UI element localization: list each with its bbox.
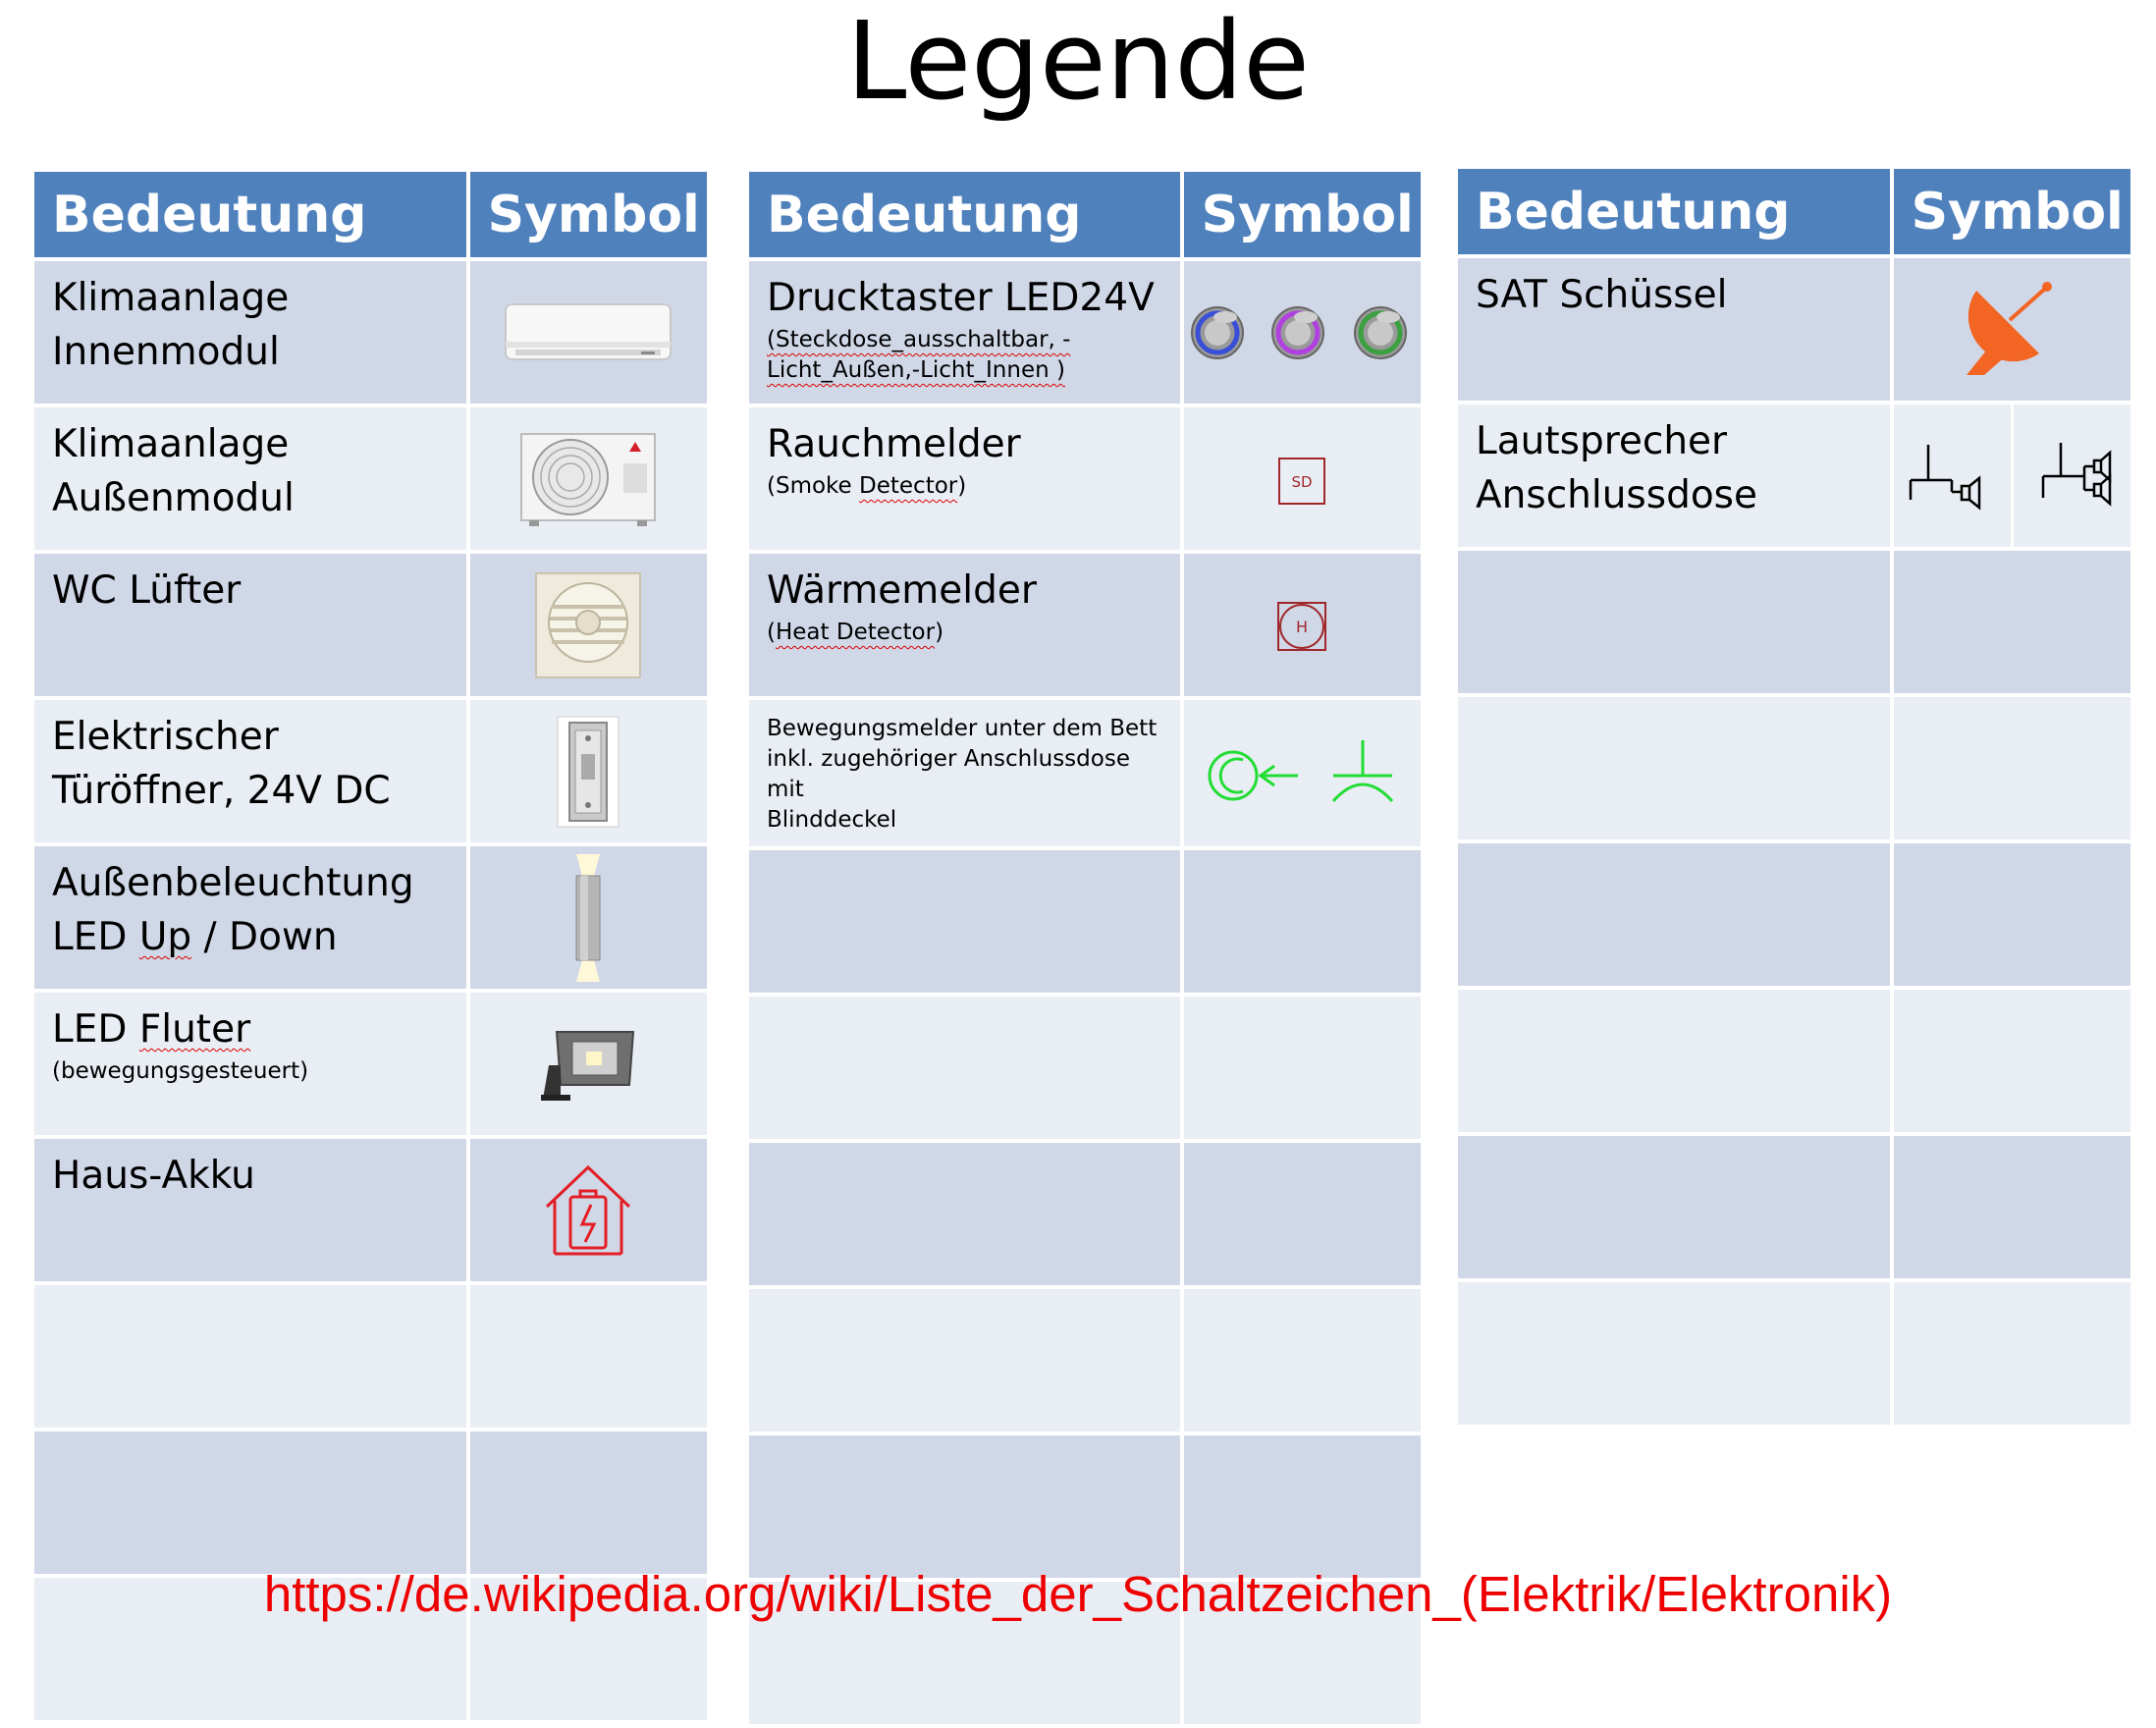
legend-table-3 <box>1454 165 2134 1429</box>
motion-sensor-icon <box>1204 736 1400 811</box>
table-row <box>749 1143 1421 1285</box>
table-row <box>749 554 1421 696</box>
heat-detector-label: H <box>1296 618 1309 637</box>
page-title: Legende <box>846 0 1310 124</box>
air-conditioner-indoor-icon <box>504 302 673 363</box>
table-row <box>34 1285 707 1428</box>
wall-light-up-down-icon <box>566 854 610 982</box>
table-row <box>749 997 1421 1139</box>
air-conditioner-outdoor-icon <box>519 430 657 528</box>
row-label: Außenbeleuchtung <box>52 861 414 905</box>
table-row <box>1458 551 2130 693</box>
row-label: Blinddeckel <box>767 807 897 833</box>
table-row <box>1458 990 2130 1132</box>
smoke-detector-icon <box>1277 457 1326 506</box>
led-floodlight-icon <box>539 1026 637 1103</box>
legend-table-2 <box>745 168 1425 1728</box>
wall-fan-icon <box>534 571 642 679</box>
table-row <box>749 407 1421 550</box>
row-label: Wärmemelder <box>767 568 1037 613</box>
row-label: SAT Schüssel <box>1476 273 1728 317</box>
row-label: Bewegungsmelder unter dem Bett <box>767 716 1158 741</box>
row-label: Außenmodul <box>52 476 295 520</box>
table-row: LED Fluter (bewegungsgesteuert) <box>34 993 707 1135</box>
table-row <box>1458 258 2130 401</box>
house-battery-icon <box>543 1163 633 1258</box>
electric-strike-icon <box>554 715 622 829</box>
table-row <box>749 261 1421 404</box>
table-row <box>749 1289 1421 1431</box>
header-symbol: Symbol <box>1894 169 2130 254</box>
row-label: Innenmodul <box>52 330 280 374</box>
led-push-button-icon <box>1186 301 1418 364</box>
row-label: Elektrischer <box>52 715 279 759</box>
row-label: Haus-Akku <box>52 1154 255 1198</box>
header-bedeutung: Bedeutung <box>34 172 466 257</box>
header-symbol: Symbol <box>470 172 707 257</box>
table-row <box>749 850 1421 993</box>
table-row <box>34 407 707 550</box>
row-label: Drucktaster LED24V <box>767 276 1155 320</box>
table-row <box>1458 1136 2130 1278</box>
table-row <box>749 700 1421 846</box>
wikipedia-link[interactable]: https://de.wikipedia.org/wiki/Liste_der_Schaltzeichen_(Elektrik/Elektronik) <box>263 1566 1893 1622</box>
table-row <box>34 1431 707 1574</box>
row-label: Rauchmelder <box>767 422 1021 466</box>
table-row <box>1458 697 2130 839</box>
table-row <box>34 261 707 404</box>
row-sublabel: (bewegungsgesteuert) <box>52 1058 309 1084</box>
row-label: WC Lüfter <box>52 568 242 613</box>
satellite-dish-icon <box>1965 281 2059 379</box>
row-sublabel: (Steckdose_ausschaltbar, - <box>767 327 1071 352</box>
legend-table-1 <box>30 168 711 1724</box>
table-row <box>1458 1282 2130 1425</box>
row-label: Anschlussdose <box>1476 473 1757 517</box>
row-label: Türöffner, 24V DC <box>52 769 391 813</box>
row-label: Klimaanlage <box>52 422 290 466</box>
speaker-socket-icon <box>1907 437 1985 515</box>
row-label: Lautsprecher <box>1476 419 1728 463</box>
row-label: Up <box>138 915 192 959</box>
row-sublabel: (Heat Detector) <box>767 620 944 645</box>
heat-detector-icon <box>1276 601 1327 652</box>
row-sublabel: (Smoke Detector) <box>767 473 967 499</box>
table-row <box>1458 843 2130 986</box>
row-label: Klimaanlage <box>52 276 290 320</box>
table-row <box>749 1435 1421 1578</box>
table-row: Außenbeleuchtung LED Up / Down <box>34 846 707 989</box>
row-label: Fluter <box>138 1007 251 1052</box>
table-row <box>1458 405 2130 547</box>
header-symbol: Symbol <box>1184 172 1421 257</box>
row-sublabel: Licht_Außen,-Licht_Innen ) <box>767 357 1065 383</box>
speaker-socket-icon <box>2039 437 2118 515</box>
smoke-detector-label: SD <box>1291 472 1313 491</box>
table-row <box>34 554 707 696</box>
header-bedeutung: Bedeutung <box>749 172 1180 257</box>
header-bedeutung: Bedeutung <box>1458 169 1890 254</box>
row-label: inkl. zugehöriger Anschlussdose mit <box>767 746 1130 802</box>
table-row <box>34 1139 707 1281</box>
table-row <box>34 700 707 842</box>
